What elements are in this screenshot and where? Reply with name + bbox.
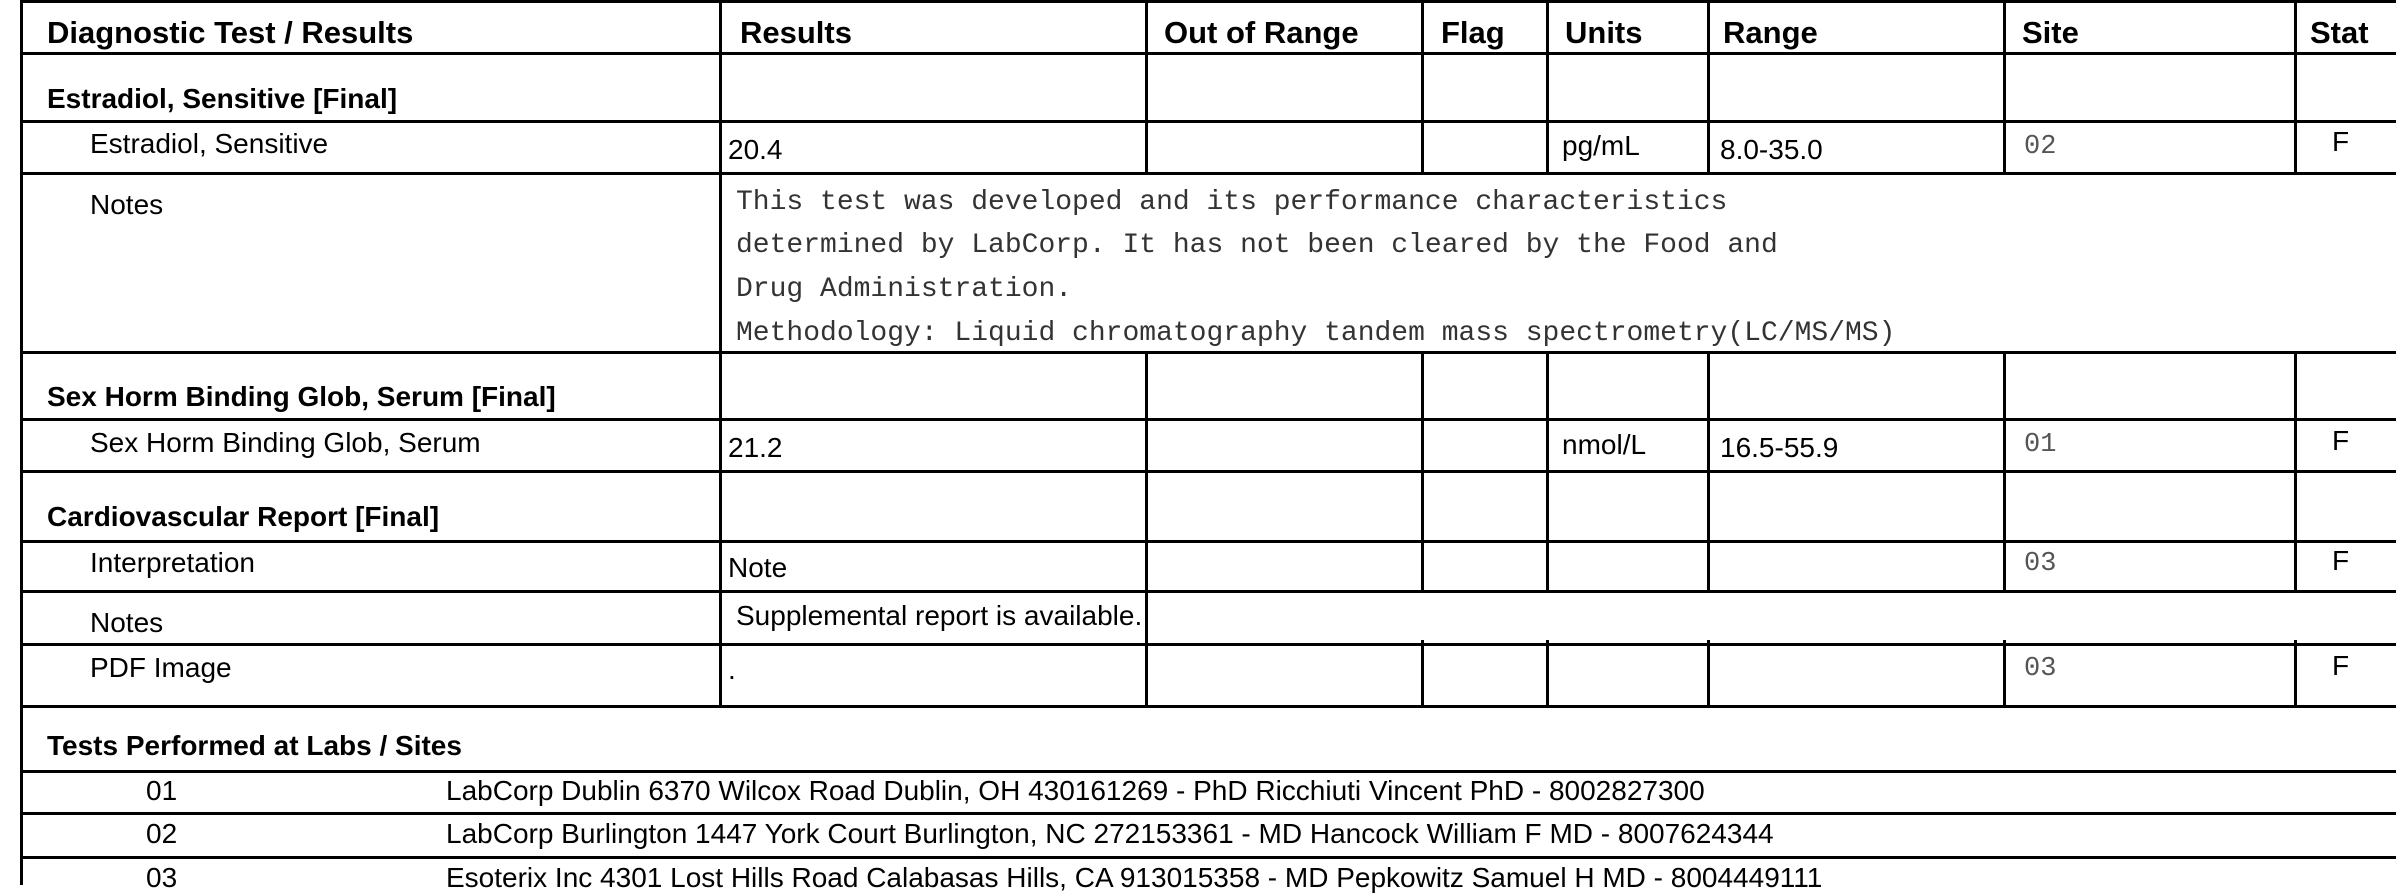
row-result-estradiol: 20.4 [728, 134, 783, 165]
row-label-pdf-image: PDF Image [90, 652, 232, 683]
vrule-site-c [2003, 640, 2006, 705]
row-stat-shbg: F [2332, 425, 2350, 456]
rule-interp-row [20, 590, 2396, 593]
vrule-flag-a [1421, 0, 1424, 174]
col-header-out-of-range: Out of Range [1164, 15, 1359, 50]
rule-labs-title [20, 770, 2396, 773]
rule-notes-2 [20, 643, 2396, 646]
vrule-range-c [1707, 640, 1710, 705]
row-result-shbg: 21.2 [728, 432, 783, 463]
row-result-interpretation: Note [728, 552, 788, 583]
section-title-shbg: Sex Horm Binding Glob, Serum [Final] [47, 381, 556, 412]
lab-code-02: 02 [146, 818, 178, 849]
col-header-units: Units [1565, 15, 1643, 50]
col-header-range: Range [1723, 15, 1818, 50]
rule-shbg-row [20, 470, 2396, 473]
rule-shbg-title [20, 418, 2396, 421]
section-title-estradiol: Estradiol, Sensitive [Final] [47, 83, 398, 114]
rule-notes-1 [20, 351, 2396, 354]
row-units-shbg: nmol/L [1562, 429, 1647, 460]
note-line-3: Drug Administration. [736, 274, 1073, 305]
vrule-results [719, 0, 722, 705]
rule-lab-01 [20, 812, 2396, 815]
labs-title: Tests Performed at Labs / Sites [47, 730, 462, 761]
vrule-stat-a [2294, 0, 2297, 174]
vrule-range-a [1707, 0, 1710, 174]
rule-cardio-title [20, 540, 2396, 543]
notes-label-estradiol: Notes [90, 189, 164, 220]
lab-code-01: 01 [146, 775, 178, 806]
rule-pdf-row [20, 705, 2396, 708]
row-range-shbg: 16.5-55.9 [1720, 432, 1839, 463]
col-header-flag: Flag [1441, 15, 1505, 50]
row-units-estradiol: pg/mL [1562, 130, 1640, 161]
row-label-estradiol: Estradiol, Sensitive [90, 128, 329, 159]
vrule-flag-c [1421, 640, 1424, 705]
section-title-cardio: Cardiovascular Report [Final] [47, 501, 440, 532]
vrule-range-b [1707, 351, 1710, 591]
col-header-site: Site [2022, 15, 2079, 50]
lab-code-03: 03 [146, 862, 178, 893]
vrule-oor-c [1145, 640, 1148, 705]
vrule-stat-b [2294, 351, 2297, 591]
lab-text-03: Esoterix Inc 4301 Lost Hills Road Calabasas Hills, CA 913015358 - MD Pepkowitz Samuel H MD - 8004449111 [446, 862, 1823, 893]
notes-text-cardio: Supplemental report is available. [736, 600, 1143, 631]
row-result-pdf-image[interactable]: . [728, 654, 736, 685]
lab-text-02: LabCorp Burlington 1447 York Court Burlington, NC 272153361 - MD Hancock William F MD - 8007624344 [446, 818, 1774, 849]
vrule-site-b [2003, 351, 2006, 591]
note-line-4: Methodology: Liquid chromatography tandem mass spectrometry(LC/MS/MS) [736, 318, 1896, 349]
row-site-estradiol: 02 [2024, 132, 2057, 162]
note-line-1: This test was developed and its performance characteristics [736, 187, 1728, 218]
rule-estradiol-row [20, 172, 2396, 175]
vrule-oor-b [1145, 351, 1148, 643]
rule-lab-02 [20, 856, 2396, 859]
row-site-shbg: 01 [2024, 430, 2057, 460]
vrule-units-b [1546, 351, 1549, 591]
vrule-site-a [2003, 0, 2006, 174]
row-stat-pdf-image: F [2332, 650, 2350, 681]
lab-text-01: LabCorp Dublin 6370 Wilcox Road Dublin, OH 430161269 - PhD Ricchiuti Vincent PhD - 8002827300 [446, 775, 1705, 806]
rule-estradiol-title [20, 120, 2396, 123]
vrule-units-a [1546, 0, 1549, 174]
row-site-interpretation: 03 [2024, 549, 2057, 579]
vrule-oor-a [1145, 0, 1148, 174]
vrule-units-c [1546, 640, 1549, 705]
col-header-test: Diagnostic Test / Results [47, 15, 414, 50]
row-range-estradiol: 8.0-35.0 [1720, 134, 1823, 165]
col-header-results: Results [740, 15, 852, 50]
vrule-stat-c [2294, 640, 2297, 705]
rule-header [20, 52, 2396, 55]
col-header-stat: Stat [2310, 15, 2369, 50]
row-label-shbg: Sex Horm Binding Glob, Serum [90, 427, 481, 458]
row-site-pdf-image: 03 [2024, 654, 2057, 684]
notes-label-cardio: Notes [90, 607, 164, 638]
row-stat-interpretation: F [2332, 545, 2350, 576]
note-line-2: determined by LabCorp. It has not been cleared by the Food and [736, 230, 1778, 261]
vrule-flag-b [1421, 351, 1424, 591]
row-label-interpretation: Interpretation [90, 547, 255, 578]
row-stat-estradiol: F [2332, 126, 2350, 157]
